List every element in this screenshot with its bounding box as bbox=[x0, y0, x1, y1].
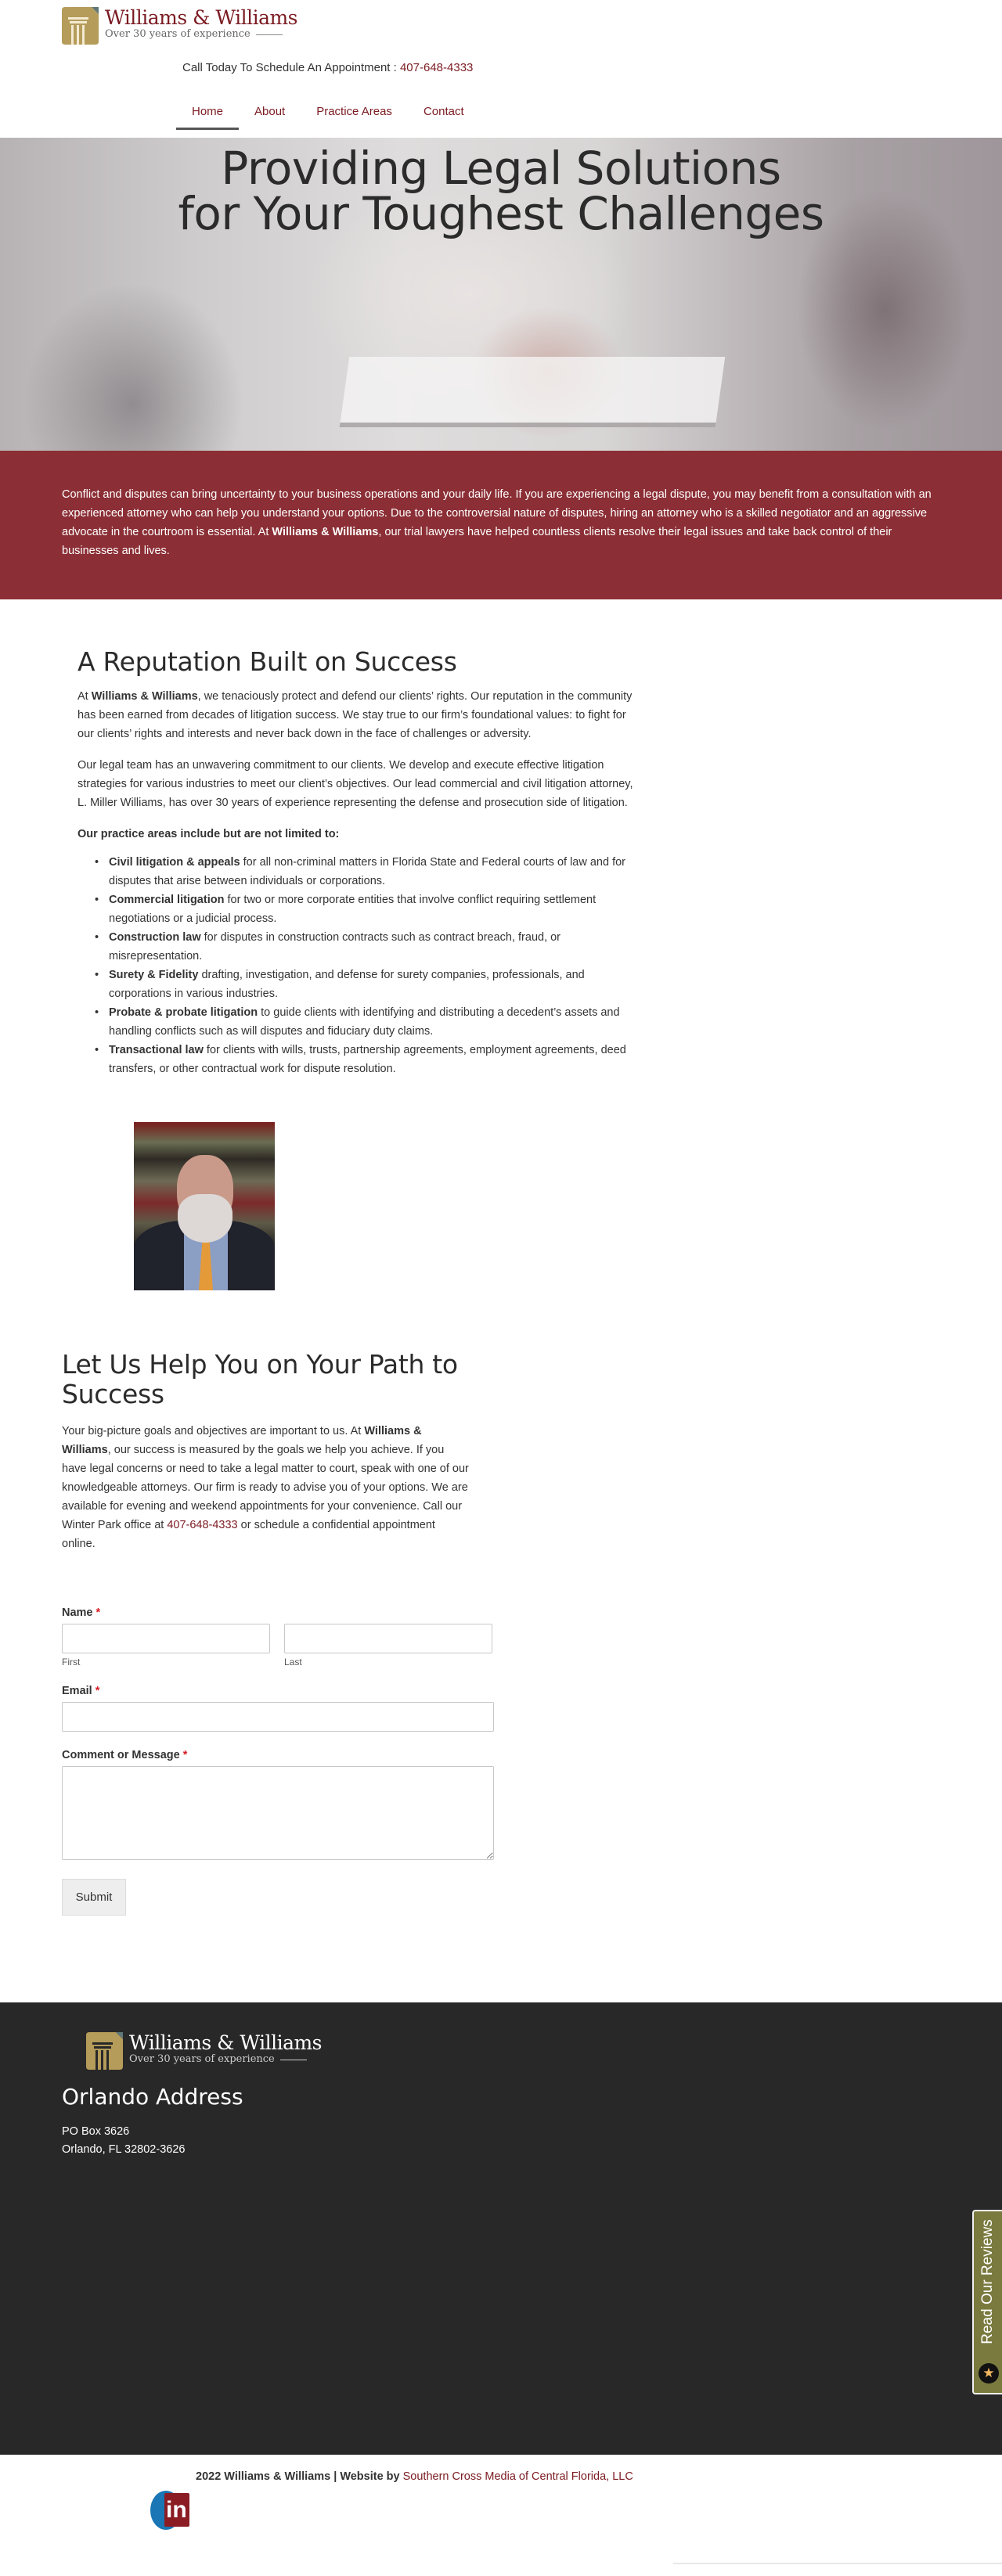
hero-banner bbox=[0, 138, 1002, 451]
email-label bbox=[62, 1685, 493, 1697]
email-label-text: Email bbox=[62, 1685, 92, 1697]
practice-areas-lead: Our practice areas include but are not limited to: bbox=[77, 828, 340, 840]
practice-desc: to guide clients with identifying and distributing a decedent’s assets and handling conflicts such as will disputes and fiduciary duty claims. bbox=[109, 1006, 620, 1038]
email-field-group bbox=[62, 1685, 493, 1732]
bottom-bar bbox=[0, 2455, 1002, 2564]
call-to-action bbox=[182, 61, 473, 74]
tagline-rule bbox=[256, 34, 283, 35]
portrait-beard bbox=[178, 1194, 232, 1243]
first-name-input[interactable] bbox=[62, 1624, 270, 1653]
nav-item-home[interactable]: Home bbox=[176, 102, 239, 130]
name-label bbox=[62, 1606, 493, 1619]
intro-text-part: Conflict and disputes can bring uncertainty to your business operations and your daily life. If you are experiencing a legal dispute, you may benefit from a consultation with an experienced attorney who can help you understand your options. Due to the controversial nature of disputes, hiring an attorney who is a skilled negotiator and an aggressive advocate in the courtroom is essential. At bbox=[62, 488, 932, 538]
nav-item-about[interactable]: About bbox=[254, 105, 286, 118]
message-textarea[interactable] bbox=[62, 1766, 494, 1860]
list-item bbox=[109, 928, 633, 966]
submit-button[interactable]: Submit bbox=[62, 1879, 126, 1916]
credit-link[interactable]: Southern Cross Media of Central Florida, LLC bbox=[402, 2470, 633, 2483]
last-name-input[interactable] bbox=[284, 1624, 492, 1653]
pillar-logo-icon bbox=[62, 7, 99, 45]
address-line-1: PO Box 3626 bbox=[62, 2125, 130, 2138]
practice-desc: for clients with wills, trusts, partnership agreements, employment agreements, deed transfers, or other contractual work for dispute resolution. bbox=[109, 1044, 626, 1075]
nav-item-contact[interactable]: Contact bbox=[423, 105, 464, 118]
message-label-text: Comment or Message bbox=[62, 1749, 180, 1761]
intro-text bbox=[62, 485, 940, 560]
list-item bbox=[109, 1003, 633, 1041]
text-part: Your big-picture goals and objectives are important to us. At bbox=[62, 1425, 365, 1437]
name-label-text: Name bbox=[62, 1606, 93, 1619]
text-part: , we tenaciously protect and defend our clients’ rights. Our reputation in the community has been earned from decades of litigation success. We stay true to our firm’s foundational values: to fight for our clients’ rights and interests and never back down in the face of challenges or adversity. bbox=[77, 690, 633, 740]
message-label bbox=[62, 1749, 493, 1761]
list-item bbox=[109, 890, 633, 928]
linkedin-icon: in bbox=[164, 2493, 189, 2527]
address-block bbox=[62, 2123, 185, 2159]
nav-item-practice-areas[interactable]: Practice Areas bbox=[316, 105, 392, 118]
help-paragraph bbox=[62, 1422, 470, 1553]
practice-title: Construction law bbox=[109, 931, 201, 944]
reviews-label: Read Our Reviews bbox=[979, 2219, 996, 2344]
read-reviews-tab[interactable] bbox=[972, 2210, 1002, 2394]
logo-title: Williams & Williams bbox=[105, 6, 298, 29]
message-field-group bbox=[62, 1749, 493, 1860]
firm-name: Williams & Williams bbox=[62, 1425, 422, 1456]
copyright bbox=[196, 2470, 633, 2483]
reputation-heading: A Reputation Built on Success bbox=[77, 646, 457, 677]
text-part: , our success is measured by the goals we help you achieve. If you have legal concerns or need to take a legal matter to court, speak with one of our knowledgeable attorneys. Our firm is ready to advise you of your options. We are available for evening and weekend appointments for your convenience. Call our Winter Park office at bbox=[62, 1444, 469, 1531]
practice-title: Transactional law bbox=[109, 1044, 204, 1056]
hero-title-line-2: for Your Toughest Challenges bbox=[178, 187, 824, 240]
practice-title: Surety & Fidelity bbox=[109, 969, 199, 981]
practice-desc: for all non-criminal matters in Florida State and Federal courts of law and for disputes that arise between individuals or corporations. bbox=[109, 856, 626, 887]
practice-title: Probate & probate litigation bbox=[109, 1006, 258, 1019]
pillar-logo-icon bbox=[86, 2032, 123, 2070]
help-section bbox=[0, 1290, 470, 1553]
required-mark: * bbox=[96, 1606, 101, 1619]
reputation-paragraph-1 bbox=[77, 687, 633, 743]
text-part: or schedule a confidential appointment online. bbox=[62, 1519, 435, 1550]
intro-firm-name: Williams & Williams bbox=[272, 526, 379, 538]
site-footer bbox=[0, 2002, 1002, 2455]
list-item bbox=[109, 1041, 633, 1078]
site-header bbox=[0, 0, 1002, 138]
text-part: At bbox=[77, 690, 92, 703]
star-icon: ★ bbox=[979, 2363, 999, 2384]
address-heading: Orlando Address bbox=[62, 2084, 243, 2110]
footer-logo-tagline: Over 30 years of experience bbox=[129, 2053, 275, 2065]
practice-title: Civil litigation & appeals bbox=[109, 856, 240, 869]
intro-text-part: , our trial lawyers have helped countless clients resolve their legal issues and take back control of their businesses and lives. bbox=[62, 526, 892, 557]
hero-title-line-1: Providing Legal Solutions bbox=[221, 142, 781, 195]
name-field-group bbox=[62, 1606, 493, 1668]
practice-desc: for disputes in construction contracts such as contract breach, fraud, or misrepresentation. bbox=[109, 931, 561, 962]
linkedin-link[interactable] bbox=[150, 2491, 189, 2530]
footer-logo-title: Williams & Williams bbox=[129, 2031, 323, 2054]
practice-title: Commercial litigation bbox=[109, 894, 225, 906]
list-item bbox=[109, 966, 633, 1003]
site-logo[interactable] bbox=[62, 7, 297, 45]
required-mark: * bbox=[182, 1749, 188, 1761]
attorney-portrait bbox=[134, 1122, 275, 1290]
practice-desc: drafting, investigation, and defense for surety companies, professionals, and corporations in various industries. bbox=[109, 969, 585, 1000]
hero-background-image bbox=[340, 357, 726, 427]
logo-tagline: Over 30 years of experience bbox=[105, 28, 250, 40]
practice-areas-list bbox=[77, 853, 633, 1078]
reputation-paragraph-2: Our legal team has an unwavering commitment to our clients. We develop and execute effective litigation strategies for various industries to meet our client’s objectives. Our lead commercial and civil litigation attorney, L. Miller Williams, has over 30 years of experience representing the defense and prosecution side of litigation. bbox=[77, 759, 633, 809]
copyright-text: 2022 Williams & Williams | Website by bbox=[196, 2470, 403, 2483]
reputation-section bbox=[0, 599, 705, 1078]
help-phone-link[interactable]: 407-648-4333 bbox=[167, 1519, 238, 1531]
intro-band bbox=[0, 451, 1002, 599]
contact-form bbox=[0, 1553, 493, 1916]
email-input[interactable] bbox=[62, 1702, 494, 1732]
last-name-sublabel: Last bbox=[284, 1657, 302, 1668]
list-item bbox=[109, 853, 633, 890]
first-name-sublabel: First bbox=[62, 1657, 81, 1668]
firm-name: Williams & Williams bbox=[91, 690, 198, 703]
widget-edge bbox=[673, 2563, 1002, 2564]
call-prefix: Call Today To Schedule An Appointment : bbox=[182, 61, 400, 74]
address-line-2: Orlando, FL 32802-3626 bbox=[62, 2143, 186, 2156]
main-nav bbox=[176, 102, 480, 130]
practice-desc: for two or more corporate entities that involve conflict requiring settlement negotiations or a judicial process. bbox=[109, 894, 597, 925]
header-phone-link[interactable]: 407-648-4333 bbox=[399, 61, 474, 74]
footer-logo[interactable] bbox=[86, 2032, 322, 2070]
hero-title bbox=[0, 142, 1002, 240]
required-mark: * bbox=[95, 1685, 100, 1697]
help-heading: Let Us Help You on Your Path to Success bbox=[62, 1349, 458, 1409]
